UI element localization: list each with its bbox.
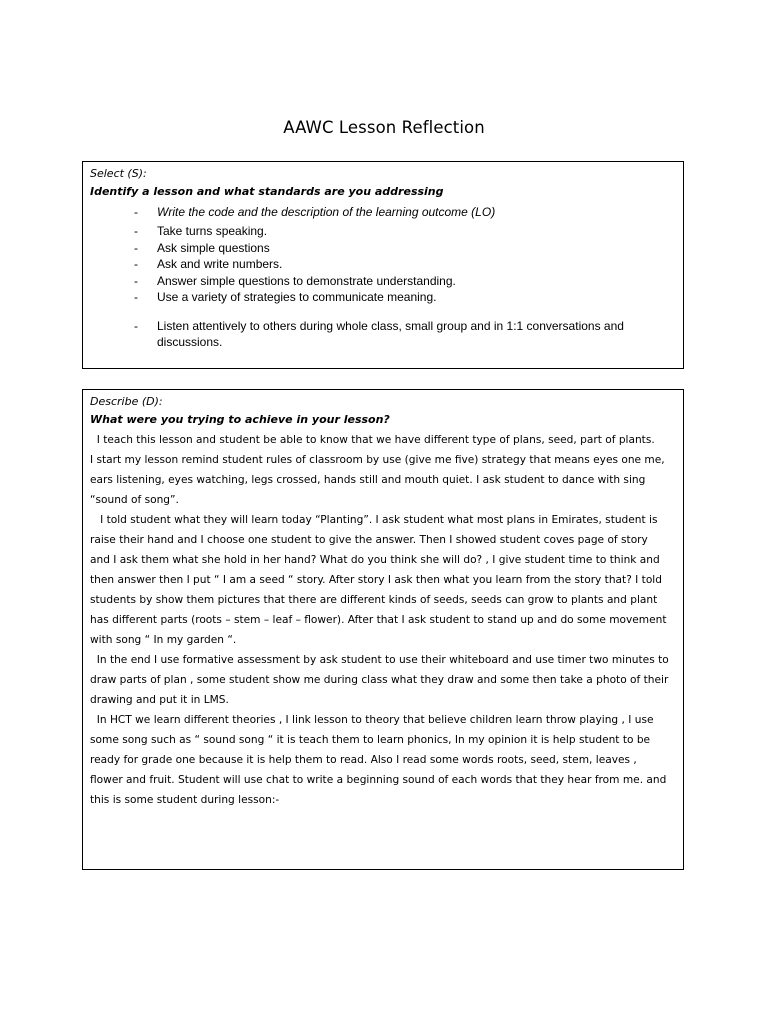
describe-question: What were you trying to achieve in your lesson? [90, 413, 390, 426]
learning-outcome-text: Ask simple questions [157, 240, 270, 255]
list-dash: - [134, 273, 138, 288]
list-dash: - [134, 240, 138, 255]
page-title: AAWC Lesson Reflection [283, 118, 485, 137]
learning-outcome-item [90, 223, 676, 240]
learning-outcome-text: Listen attentively to others during whole class, small group and in 1:1 conversations and discussions. [157, 318, 624, 349]
describe-section [82, 389, 684, 870]
reflection-paragraph: I start my lesson remind student rules of classroom by use (give me five) strategy that means eyes one me, ears listening, eyes watching, legs crossed, hands still and mouth quiet. I ask student to dance with sing “sound of song”. [90, 454, 665, 506]
lo-instruction-text: Write the code and the description of the learning outcome (LO) [157, 205, 496, 219]
learning-outcome-item [90, 273, 676, 290]
list-dash: - [134, 224, 138, 238]
learning-outcome-text: Answer simple questions to demonstrate understanding. [157, 273, 456, 288]
select-section [82, 161, 684, 369]
learning-outcome-text: Ask and write numbers. [157, 257, 283, 271]
learning-outcome-text: Use a variety of strategies to communicate meaning. [157, 290, 437, 304]
list-dash: - [134, 257, 138, 271]
list-dash: - [134, 318, 138, 333]
list-dash: - [134, 290, 138, 304]
select-label: Select (S): [90, 167, 147, 180]
learning-outcome-list [90, 223, 676, 351]
learning-outcome-text: Take turns speaking. [157, 224, 268, 238]
reflection-paragraph: In HCT we learn different theories , I link lesson to theory that believe children learn throw playing , I use some song such as “ sound song “ it is teach them to learn phonics, In my opinion it is help student to be ready for grade one because it is help them to read. Also I read some words roots, seed, stem, leaves , flower and fruit. Student will use chat to write a beginning sound of each words that they hear from me. and this is some student during lesson:- [90, 714, 667, 806]
reflection-paragraph: I told student what they will learn today “Planting”. I ask student what most plans in Emirates, student is raise their hand and I choose one student to give the answer. Then I showed student coves page of story and I ask them what she hold in her hand? What do you think she will do? , I give student time to think and then answer then I put “ I am a seed “ story. After story I ask then what you learn from the story that? I told students by show them pictures that there are different kinds of seeds, seeds can grow to plants and plant has different parts (roots – stem – leaf – flower). After that I ask student to stand up and do some movement with song “ In my garden “. [90, 514, 667, 646]
learning-outcome-item [90, 289, 676, 306]
learning-outcome-item [90, 256, 676, 273]
describe-label: Describe (D): [90, 395, 163, 408]
reflection-paragraph: In the end I use formative assessment by ask student to use their whiteboard and use timer two minutes to draw parts of plan , some student show me during class what they draw and some then take a photo of their drawing and put it in LMS. [90, 654, 669, 706]
reflection-paragraph: I teach this lesson and student be able to know that we have different type of plans, seed, part of plants. [90, 434, 655, 446]
select-question: Identify a lesson and what standards are you addressing [90, 185, 444, 198]
learning-outcome-item [90, 318, 676, 351]
lo-instruction [90, 202, 676, 223]
learning-outcome-item [90, 240, 676, 257]
instruction-dash: - [134, 205, 138, 219]
